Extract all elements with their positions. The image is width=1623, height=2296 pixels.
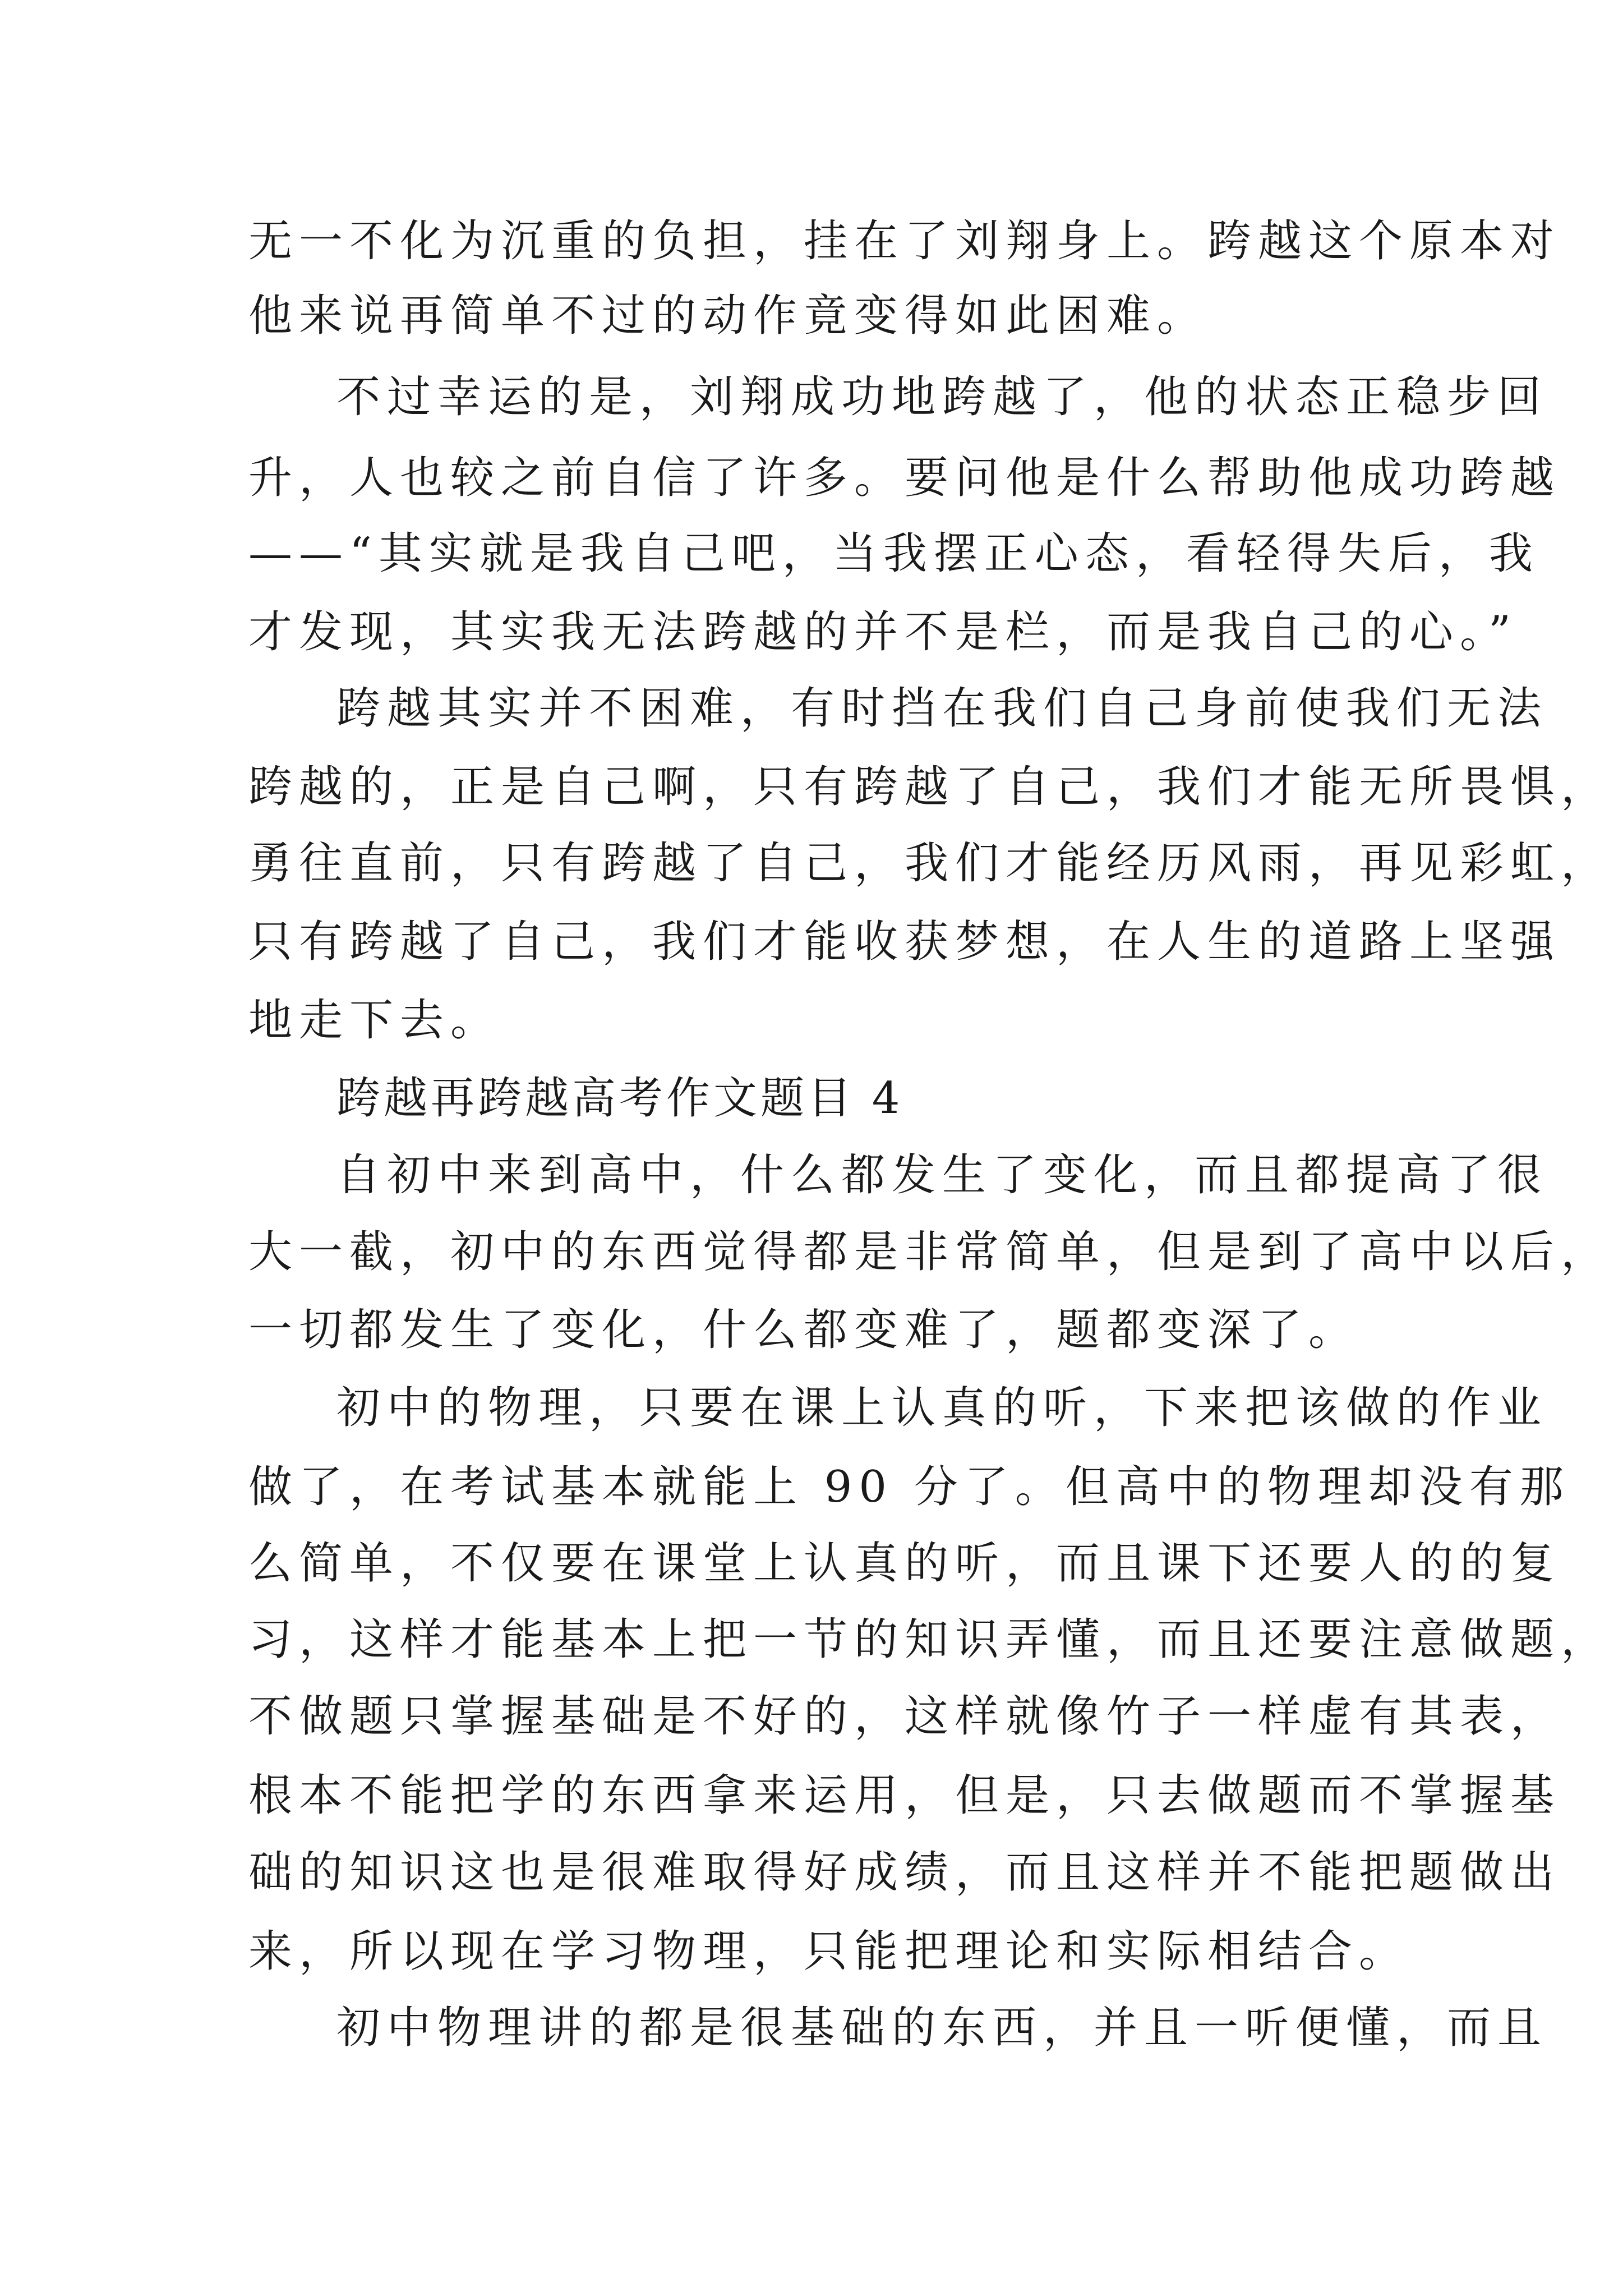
paragraph-start-line: 初中物理讲的都是很基础的东西，并且一听便懂，而且	[336, 2003, 1548, 2053]
paragraph-start-line: 跨越其实并不困难，有时挡在我们自己身前使我们无法	[336, 683, 1548, 734]
text-line: 只有跨越了自己，我们才能收获梦想，在人生的道路上坚强	[248, 917, 1561, 967]
text-line: 根本不能把学的东西拿来运用，但是，只去做题而不掌握基	[248, 1770, 1561, 1821]
text-line: 础的知识这也是很难取得好成绩，而且这样并不能把题做出	[248, 1847, 1561, 1898]
text-line: 么简单，不仅要在课堂上认真的听，而且课下还要人的的复	[248, 1538, 1561, 1589]
text-line: 一切都发生了变化，什么都变难了，题都变深了。	[248, 1305, 1359, 1355]
text-line: 无一不化为沉重的负担，挂在了刘翔身上。跨越这个原本对	[248, 216, 1561, 266]
text-line: 才发现，其实我无法跨越的并不是栏，而是我自己的心。”	[248, 607, 1518, 657]
text-line: 他来说再简单不过的动作竟变得如此困难。	[248, 291, 1208, 341]
text-line: 习，这样才能基本上把一节的知识弄懂，而且还要注意做题，	[248, 1614, 1612, 1665]
text-line: 勇往直前，只有跨越了自己，我们才能经历风雨，再见彩虹，	[248, 838, 1612, 889]
text-line: 地走下去。	[248, 995, 501, 1046]
text-line: 大一截，初中的东西觉得都是非常简单，但是到了高中以后，	[248, 1227, 1612, 1277]
text-line: ——“其实就是我自己吧，当我摆正心态，看轻得失后，我	[248, 528, 1539, 579]
paragraph-start-line: 自初中来到高中，什么都发生了变化，而且都提高了很	[336, 1150, 1548, 1200]
paragraph-start-line: 初中的物理，只要在课上认真的听，下来把该做的作业	[336, 1383, 1548, 1433]
text-line: 升，人也较之前自信了许多。要问他是什么帮助他成功跨越	[248, 453, 1561, 503]
paragraph-start-line: 不过幸运的是，刘翔成功地跨越了，他的状态正稳步回	[336, 372, 1548, 422]
section-heading: 跨越再跨越高考作文题目 4	[336, 1073, 903, 1124]
text-line: 做了，在考试基本就能上 90 分了。但高中的物理却没有那	[248, 1462, 1570, 1512]
text-line: 来，所以现在学习物理，只能把理论和实际相结合。	[248, 1926, 1410, 1977]
text-line: 跨越的，正是自己啊，只有跨越了自己，我们才能无所畏惧，	[248, 762, 1612, 812]
text-line: 不做题只掌握基础是不好的，这样就像竹子一样虚有其表，	[248, 1691, 1561, 1742]
